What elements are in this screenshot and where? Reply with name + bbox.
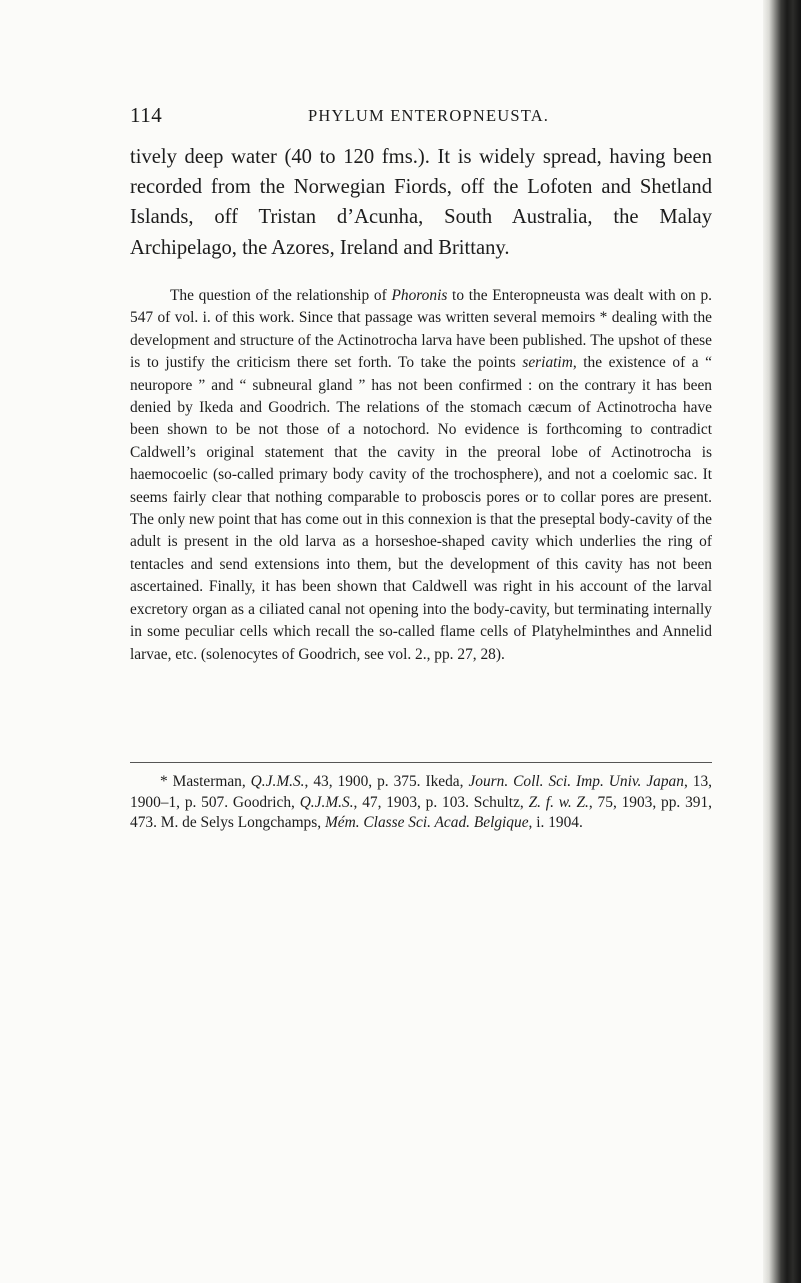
running-head bbox=[130, 103, 712, 129]
footnote-part: , 43, 1900, p. 375. Ikeda, bbox=[304, 773, 469, 790]
main-text-part: to the Enteropneusta was dealt with on p. 547 of vol. i. of this work. Since that passage was written several memoirs * dealing with the development and structure of the Actinotrocha larva have been published. The upshot of these is to justify the criticism there set forth. To take the points bbox=[130, 287, 712, 372]
footnote-part: , 75, 1903, pp. 391, 473. M. de Selys Longchamps, bbox=[130, 793, 713, 831]
italic-term: seriatim bbox=[522, 354, 573, 372]
footnote-divider bbox=[130, 762, 712, 763]
footnote-part: , 13, 1900–1, p. 507. Goodrich, bbox=[130, 773, 712, 811]
main-paragraph bbox=[130, 285, 712, 666]
journal-title: Mém. Classe Sci. Acad. Belgique bbox=[324, 814, 529, 831]
journal-title: Q.J.M.S. bbox=[250, 773, 305, 790]
page-edge-shadow bbox=[763, 0, 801, 1283]
footnote-part: * Masterman, bbox=[160, 773, 251, 790]
main-text-part: , the existence of a “ neuropore ” and “ subneural gland ” has not been confirmed : on the contrary it has been denied by Ikeda and Goodrich. The relations of the stomach cæcum of Actinotrocha have been shown to be not those of a notochord. No evidence is forthcoming to contradict Caldwell’s original statement that the cavity in the preoral lobe of Actinotrocha is haemocoelic (so-called primary body cavity of the trochosphere), and not a coelomic sac. It seems fairly clear that nothing comparable to proboscis pores or to collar pores are present. The only new point that has come out in this connexion is that the preseptal body-cavity of the adult is present in the old larva as a horseshoe-shaped cavity which underlies the ring of tentacles and send extensions into them, but the development of this cavity has not been ascertained. Finally, it has been shown that Caldwell was right in his account of the larval excretory organ as a ciliated canal not opening into the body-cavity, but terminating internally in some peculiar cells which recall the so-called flame cells of Platyhelminthes and Annelid larvae, etc. (solenocytes of Goodrich, see vol. 2., pp. 27, 28). bbox=[130, 354, 712, 663]
journal-title: Z. f. w. Z. bbox=[528, 793, 589, 811]
main-text-part: The question of the relationship of bbox=[170, 287, 392, 304]
footnote bbox=[130, 772, 712, 834]
running-title: PHYLUM ENTEROPNEUSTA. bbox=[308, 106, 550, 125]
journal-title: Journ. Coll. Sci. Imp. Univ. Japan bbox=[468, 773, 684, 790]
intro-paragraph: tively deep water (40 to 120 fms.). It is widely spread, having been recorded from the Norwegian Fiords, off the Lofoten and Shetland Islands, off Tristan d’Acunha, South Australia, the Malay Archipelago, the Azores, Ireland and Brittany. bbox=[130, 146, 712, 259]
footnote-part: , 47, 1903, p. 103. Schultz, bbox=[353, 793, 529, 811]
page-number: 114 bbox=[130, 103, 163, 127]
italic-term: Phoronis bbox=[391, 287, 448, 304]
journal-title: Q.J.M.S. bbox=[299, 793, 354, 811]
footnote-part: , i. 1904. bbox=[528, 814, 583, 831]
